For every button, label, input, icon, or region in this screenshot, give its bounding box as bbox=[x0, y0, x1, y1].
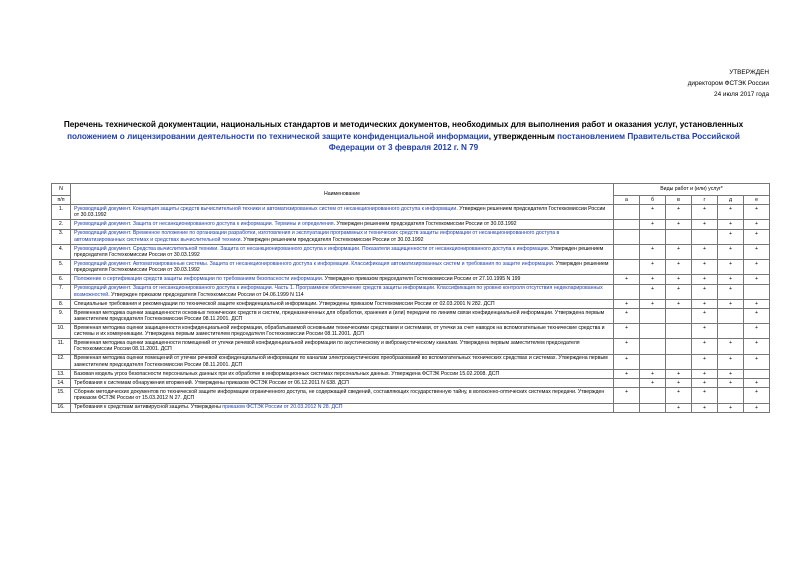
document-link[interactable]: Руководящий документ. Автоматизированные системы. Защита от несанкционированного доступа к информации. Классификация автоматизированных систем и требования по защите информации bbox=[74, 260, 553, 267]
table-row bbox=[52, 244, 770, 259]
col-works-header: Виды работ и (или) услуг* bbox=[614, 184, 770, 196]
document-link[interactable]: Руководящий документ. Защита от несанкционированного доступа к информации. Термины и определения bbox=[74, 221, 334, 228]
work-type-mark: + bbox=[640, 369, 666, 378]
work-type-mark: + bbox=[666, 379, 692, 388]
work-type-mark: + bbox=[744, 388, 770, 403]
work-type-mark: + bbox=[718, 244, 744, 259]
work-type-mark: + bbox=[640, 275, 666, 284]
work-type-mark: + bbox=[666, 220, 692, 229]
document-text: Временная методика оценки защищенности основных технических средств и систем, предназначенных для обработки, хранения и (или) передачи по линиям связи конфиденциальной информации. Утверждена первым заместителем председателя Гостехкомиссии России 08.11.2001. ДСП bbox=[74, 309, 605, 323]
work-type-mark: + bbox=[718, 299, 744, 308]
work-type-mark: + bbox=[692, 379, 718, 388]
document-link[interactable]: Руководящий документ. Средства вычислительной техники. Защита от несанкционированного доступа к информации. Показатели защищенности от несанкционированного доступа к информации bbox=[74, 245, 548, 252]
work-type-mark: + bbox=[640, 260, 666, 275]
document-text: . Утвержден решением председателя Гостехкомиссии России от 30.03.1992 bbox=[74, 245, 604, 258]
document-text: Базовая модель угроз безопасности персональных данных при их обработке в информационных системах персональных данных. Утверждена ФСТЭК России 15.02.2008. ДСП bbox=[74, 370, 500, 377]
work-type-mark bbox=[744, 284, 770, 299]
title-text-1: Перечень технической документации, национальных стандартов и методических документов, необходимых для выполнения работ и оказания услуг, установленных bbox=[63, 120, 744, 129]
work-type-mark: + bbox=[614, 324, 640, 339]
row-number: 7. bbox=[52, 284, 71, 299]
work-type-mark bbox=[666, 309, 692, 324]
row-number: 5. bbox=[52, 260, 71, 275]
row-number: 10. bbox=[52, 324, 71, 339]
order-link[interactable]: приказом ФСТЭК России от 20.03.2012 N 28. ДСП bbox=[222, 404, 343, 411]
work-type-mark: + bbox=[718, 229, 744, 244]
document-name bbox=[71, 354, 614, 369]
work-type-mark bbox=[640, 339, 666, 354]
document-name bbox=[71, 205, 614, 220]
work-type-mark: + bbox=[614, 388, 640, 403]
work-type-mark: + bbox=[744, 339, 770, 354]
work-type-mark bbox=[614, 260, 640, 275]
work-type-mark bbox=[614, 379, 640, 388]
work-type-mark: + bbox=[640, 379, 666, 388]
work-type-mark: + bbox=[666, 275, 692, 284]
document-text: . Утвержден решением председателя Гостехкомиссии России от 30.03.1992 bbox=[74, 205, 606, 219]
work-type-mark: + bbox=[744, 220, 770, 229]
document-link[interactable]: Руководящий документ. Концепция защиты средств вычислительной техники и автоматизированных систем от несанкционированного доступа к информации bbox=[74, 205, 457, 212]
work-type-mark: + bbox=[692, 369, 718, 378]
table-row bbox=[52, 220, 770, 229]
work-type-mark bbox=[666, 354, 692, 369]
col-name-header: Наименование bbox=[71, 184, 614, 205]
work-type-mark bbox=[640, 354, 666, 369]
col-letter-header: б bbox=[640, 195, 666, 205]
work-type-mark: + bbox=[692, 205, 718, 220]
work-type-mark: + bbox=[718, 284, 744, 299]
document-name bbox=[71, 369, 614, 378]
table-row bbox=[52, 284, 770, 299]
table-row bbox=[52, 339, 770, 354]
document-name bbox=[71, 309, 614, 324]
document-text: Специальные требования и рекомендации по технической защите конфиденциальной информации. Утверждены приказом Гостехкомиссии России от 02.03.2001 N 282. ДСП bbox=[74, 300, 495, 307]
work-type-mark: + bbox=[640, 244, 666, 259]
work-type-mark bbox=[692, 229, 718, 244]
row-number: 14. bbox=[52, 379, 71, 388]
work-type-mark bbox=[640, 229, 666, 244]
work-type-mark bbox=[614, 229, 640, 244]
row-number: 1. bbox=[52, 205, 71, 220]
work-type-mark: + bbox=[614, 299, 640, 308]
table-row bbox=[52, 309, 770, 324]
work-type-mark: + bbox=[718, 205, 744, 220]
document-name bbox=[71, 299, 614, 308]
table-row bbox=[52, 403, 770, 412]
work-type-mark: + bbox=[718, 369, 744, 378]
work-type-mark: + bbox=[666, 403, 692, 412]
work-type-mark: + bbox=[692, 275, 718, 284]
document-text: . Утвержден решением председателя Гостехкомиссии России от 30.03.1992 bbox=[74, 260, 609, 274]
work-type-mark: + bbox=[744, 275, 770, 284]
document-title bbox=[52, 119, 755, 154]
approval-block bbox=[688, 67, 769, 100]
work-type-mark bbox=[614, 205, 640, 220]
document-text: . Утверждено приказом председателя Гостехкомиссии России от 27.10.1995 N 199 bbox=[321, 276, 521, 283]
documents-table bbox=[51, 183, 770, 413]
work-type-mark: + bbox=[718, 220, 744, 229]
work-type-mark: + bbox=[640, 205, 666, 220]
work-type-mark: + bbox=[666, 369, 692, 378]
work-type-mark: + bbox=[744, 309, 770, 324]
row-number: 11. bbox=[52, 339, 71, 354]
work-type-mark bbox=[718, 309, 744, 324]
document-name bbox=[71, 244, 614, 259]
work-type-mark: + bbox=[744, 229, 770, 244]
work-type-mark bbox=[614, 284, 640, 299]
document-text: . Утвержден решением председателя Гостехкомиссии России от 30.03.1992 bbox=[333, 221, 517, 228]
document-name bbox=[71, 275, 614, 284]
decree-link[interactable]: постановлением Правительства Российской Федерации от 3 февраля 2012 г. N 79 bbox=[328, 131, 740, 152]
document-name bbox=[71, 339, 614, 354]
work-type-mark: + bbox=[614, 369, 640, 378]
table-row bbox=[52, 388, 770, 403]
document-text: Требования к средствам антивирусной защиты. Утверждены bbox=[74, 404, 223, 411]
table-row bbox=[52, 369, 770, 378]
work-type-mark bbox=[666, 229, 692, 244]
col-letter-header: е bbox=[744, 195, 770, 205]
work-type-mark: + bbox=[692, 284, 718, 299]
row-number: 12. bbox=[52, 354, 71, 369]
row-number: 3. bbox=[52, 229, 71, 244]
work-type-mark: + bbox=[692, 220, 718, 229]
work-type-mark: + bbox=[744, 354, 770, 369]
work-type-mark bbox=[666, 324, 692, 339]
work-type-mark: + bbox=[614, 339, 640, 354]
work-type-mark bbox=[614, 220, 640, 229]
work-type-mark: + bbox=[744, 244, 770, 259]
document-text: Временная методика оценки защищенности конфиденциальной информации, обрабатываемой основными техническими средствами и системами, от утечки за счет наводок на вспомогательные технические средства и системы и их коммуникации. Утверждена первым заместителем председателя Гостехкомиссии России 08.11.2001. ДСП bbox=[74, 325, 605, 338]
work-type-mark: + bbox=[718, 339, 744, 354]
table-body bbox=[52, 205, 770, 413]
work-type-mark: + bbox=[692, 354, 718, 369]
col-number-subheader: п/п bbox=[52, 195, 71, 205]
document-text: Временная методика оценки помещений от утечки речевой конфиденциальной информации по каналам электроакустических преобразований во вспомогательных технических средствах и системах. Утверждена первым заместителем председателя Гостехкомиссии России 08.11.2001. ДСП bbox=[74, 355, 608, 368]
work-type-mark: + bbox=[692, 388, 718, 403]
work-type-mark: + bbox=[640, 220, 666, 229]
work-type-mark: + bbox=[692, 309, 718, 324]
col-letter-header: а bbox=[614, 195, 640, 205]
document-name bbox=[71, 284, 614, 299]
table-row bbox=[52, 205, 770, 220]
work-type-mark: + bbox=[666, 244, 692, 259]
work-type-mark: + bbox=[744, 260, 770, 275]
work-type-mark: + bbox=[640, 299, 666, 308]
document-name bbox=[71, 379, 614, 388]
table-row bbox=[52, 354, 770, 369]
work-type-mark: + bbox=[692, 324, 718, 339]
table-row bbox=[52, 299, 770, 308]
table-row bbox=[52, 275, 770, 284]
work-type-mark: + bbox=[744, 324, 770, 339]
work-type-mark bbox=[640, 309, 666, 324]
work-type-mark bbox=[614, 403, 640, 412]
work-type-mark: + bbox=[744, 403, 770, 412]
regulation-link[interactable]: положением о лицензировании деятельности по технической защите конфиденциальной информации bbox=[67, 131, 489, 141]
work-type-mark: + bbox=[614, 275, 640, 284]
approval-status: УТВЕРЖДЕН bbox=[729, 69, 769, 76]
work-type-mark bbox=[640, 324, 666, 339]
document-name bbox=[71, 403, 614, 412]
work-type-mark bbox=[640, 403, 666, 412]
document-text: . Утвержден решением председателя Гостехкомиссии России от 30.03.1992 bbox=[240, 236, 424, 243]
work-type-mark bbox=[640, 388, 666, 403]
work-type-mark: + bbox=[744, 299, 770, 308]
work-type-mark: + bbox=[718, 403, 744, 412]
work-type-mark: + bbox=[744, 205, 770, 220]
work-type-mark: + bbox=[614, 354, 640, 369]
row-number: 6. bbox=[52, 275, 71, 284]
work-type-mark: + bbox=[692, 339, 718, 354]
work-type-mark: + bbox=[692, 403, 718, 412]
row-number: 2. bbox=[52, 220, 71, 229]
work-type-mark: + bbox=[744, 379, 770, 388]
work-type-mark: + bbox=[692, 260, 718, 275]
row-number: 16. bbox=[52, 403, 71, 412]
work-type-mark: + bbox=[718, 354, 744, 369]
document-link[interactable]: Положение о сертификации средств защиты информации по требованиям безопасности информации bbox=[74, 276, 322, 283]
document-name bbox=[71, 324, 614, 339]
work-type-mark: + bbox=[666, 299, 692, 308]
work-type-mark bbox=[666, 339, 692, 354]
work-type-mark: + bbox=[666, 284, 692, 299]
work-type-mark: + bbox=[718, 379, 744, 388]
title-text-2: , утвержденным bbox=[488, 131, 555, 141]
work-type-mark: + bbox=[614, 309, 640, 324]
document-name bbox=[71, 260, 614, 275]
work-type-mark: + bbox=[718, 260, 744, 275]
document-link[interactable]: Руководящий документ. Временное положение по организации разработки, изготовления и эксплуатации программных и технических средств защиты информации от несанкционированного доступа в автоматизированных системах и средствах вычислительной техники bbox=[74, 230, 560, 243]
col-number-header: N bbox=[52, 184, 71, 196]
col-letter-header: в bbox=[666, 195, 692, 205]
approval-date: 24 июля 2017 года bbox=[714, 91, 769, 98]
document-name bbox=[71, 220, 614, 229]
document-text: Временная методика оценки защищенности помещений от утечки речевой конфиденциальной информации по акустическому и виброакустическому каналам. Утверждена первым заместителем председателя Гостехкомиссии России 08.11.2001. ДСП bbox=[74, 340, 580, 353]
work-type-mark: + bbox=[692, 244, 718, 259]
table-row bbox=[52, 229, 770, 244]
approval-authority: директором ФСТЭК России bbox=[687, 80, 769, 87]
work-type-mark: + bbox=[692, 299, 718, 308]
table-row bbox=[52, 260, 770, 275]
document-text: . Утвержден приказом председателя Гостехкомиссии России от 04.06.1999 N 114 bbox=[108, 291, 304, 298]
work-type-mark: + bbox=[640, 284, 666, 299]
work-type-mark bbox=[744, 369, 770, 378]
document-text: Сборник методических документов по технической защите информации ограниченного доступа, не содержащей сведений, составляющих государственную тайну, в волоконно-оптических системах передачи. Утвержден приказом ФСТЭК России от 15.03.2012 N 27. ДСП bbox=[74, 389, 605, 402]
table-row bbox=[52, 324, 770, 339]
document-name bbox=[71, 229, 614, 244]
row-number: 15. bbox=[52, 388, 71, 403]
row-number: 4. bbox=[52, 244, 71, 259]
work-type-mark: + bbox=[666, 260, 692, 275]
col-letter-header: г bbox=[692, 195, 718, 205]
row-number: 13. bbox=[52, 369, 71, 378]
work-type-mark bbox=[718, 324, 744, 339]
work-type-mark: + bbox=[666, 205, 692, 220]
work-type-mark bbox=[614, 244, 640, 259]
work-type-mark: + bbox=[666, 388, 692, 403]
document-name bbox=[71, 388, 614, 403]
work-type-mark bbox=[718, 388, 744, 403]
document-link[interactable]: Руководящий документ. Защита от несанкционированного доступа к информации. Часть 1. Программное обеспечение средств защиты информации. Классификация по уровню контроля отсутствия недекларированных возможностей bbox=[74, 285, 603, 298]
col-letter-header: д bbox=[718, 195, 744, 205]
work-type-mark: + bbox=[718, 275, 744, 284]
document-text: Требования к системам обнаружения вторжений. Утверждены приказом ФСТЭК России от 06.12.2011 N 638. ДСП bbox=[74, 379, 349, 386]
row-number: 9. bbox=[52, 309, 71, 324]
row-number: 8. bbox=[52, 299, 71, 308]
table-row bbox=[52, 379, 770, 388]
